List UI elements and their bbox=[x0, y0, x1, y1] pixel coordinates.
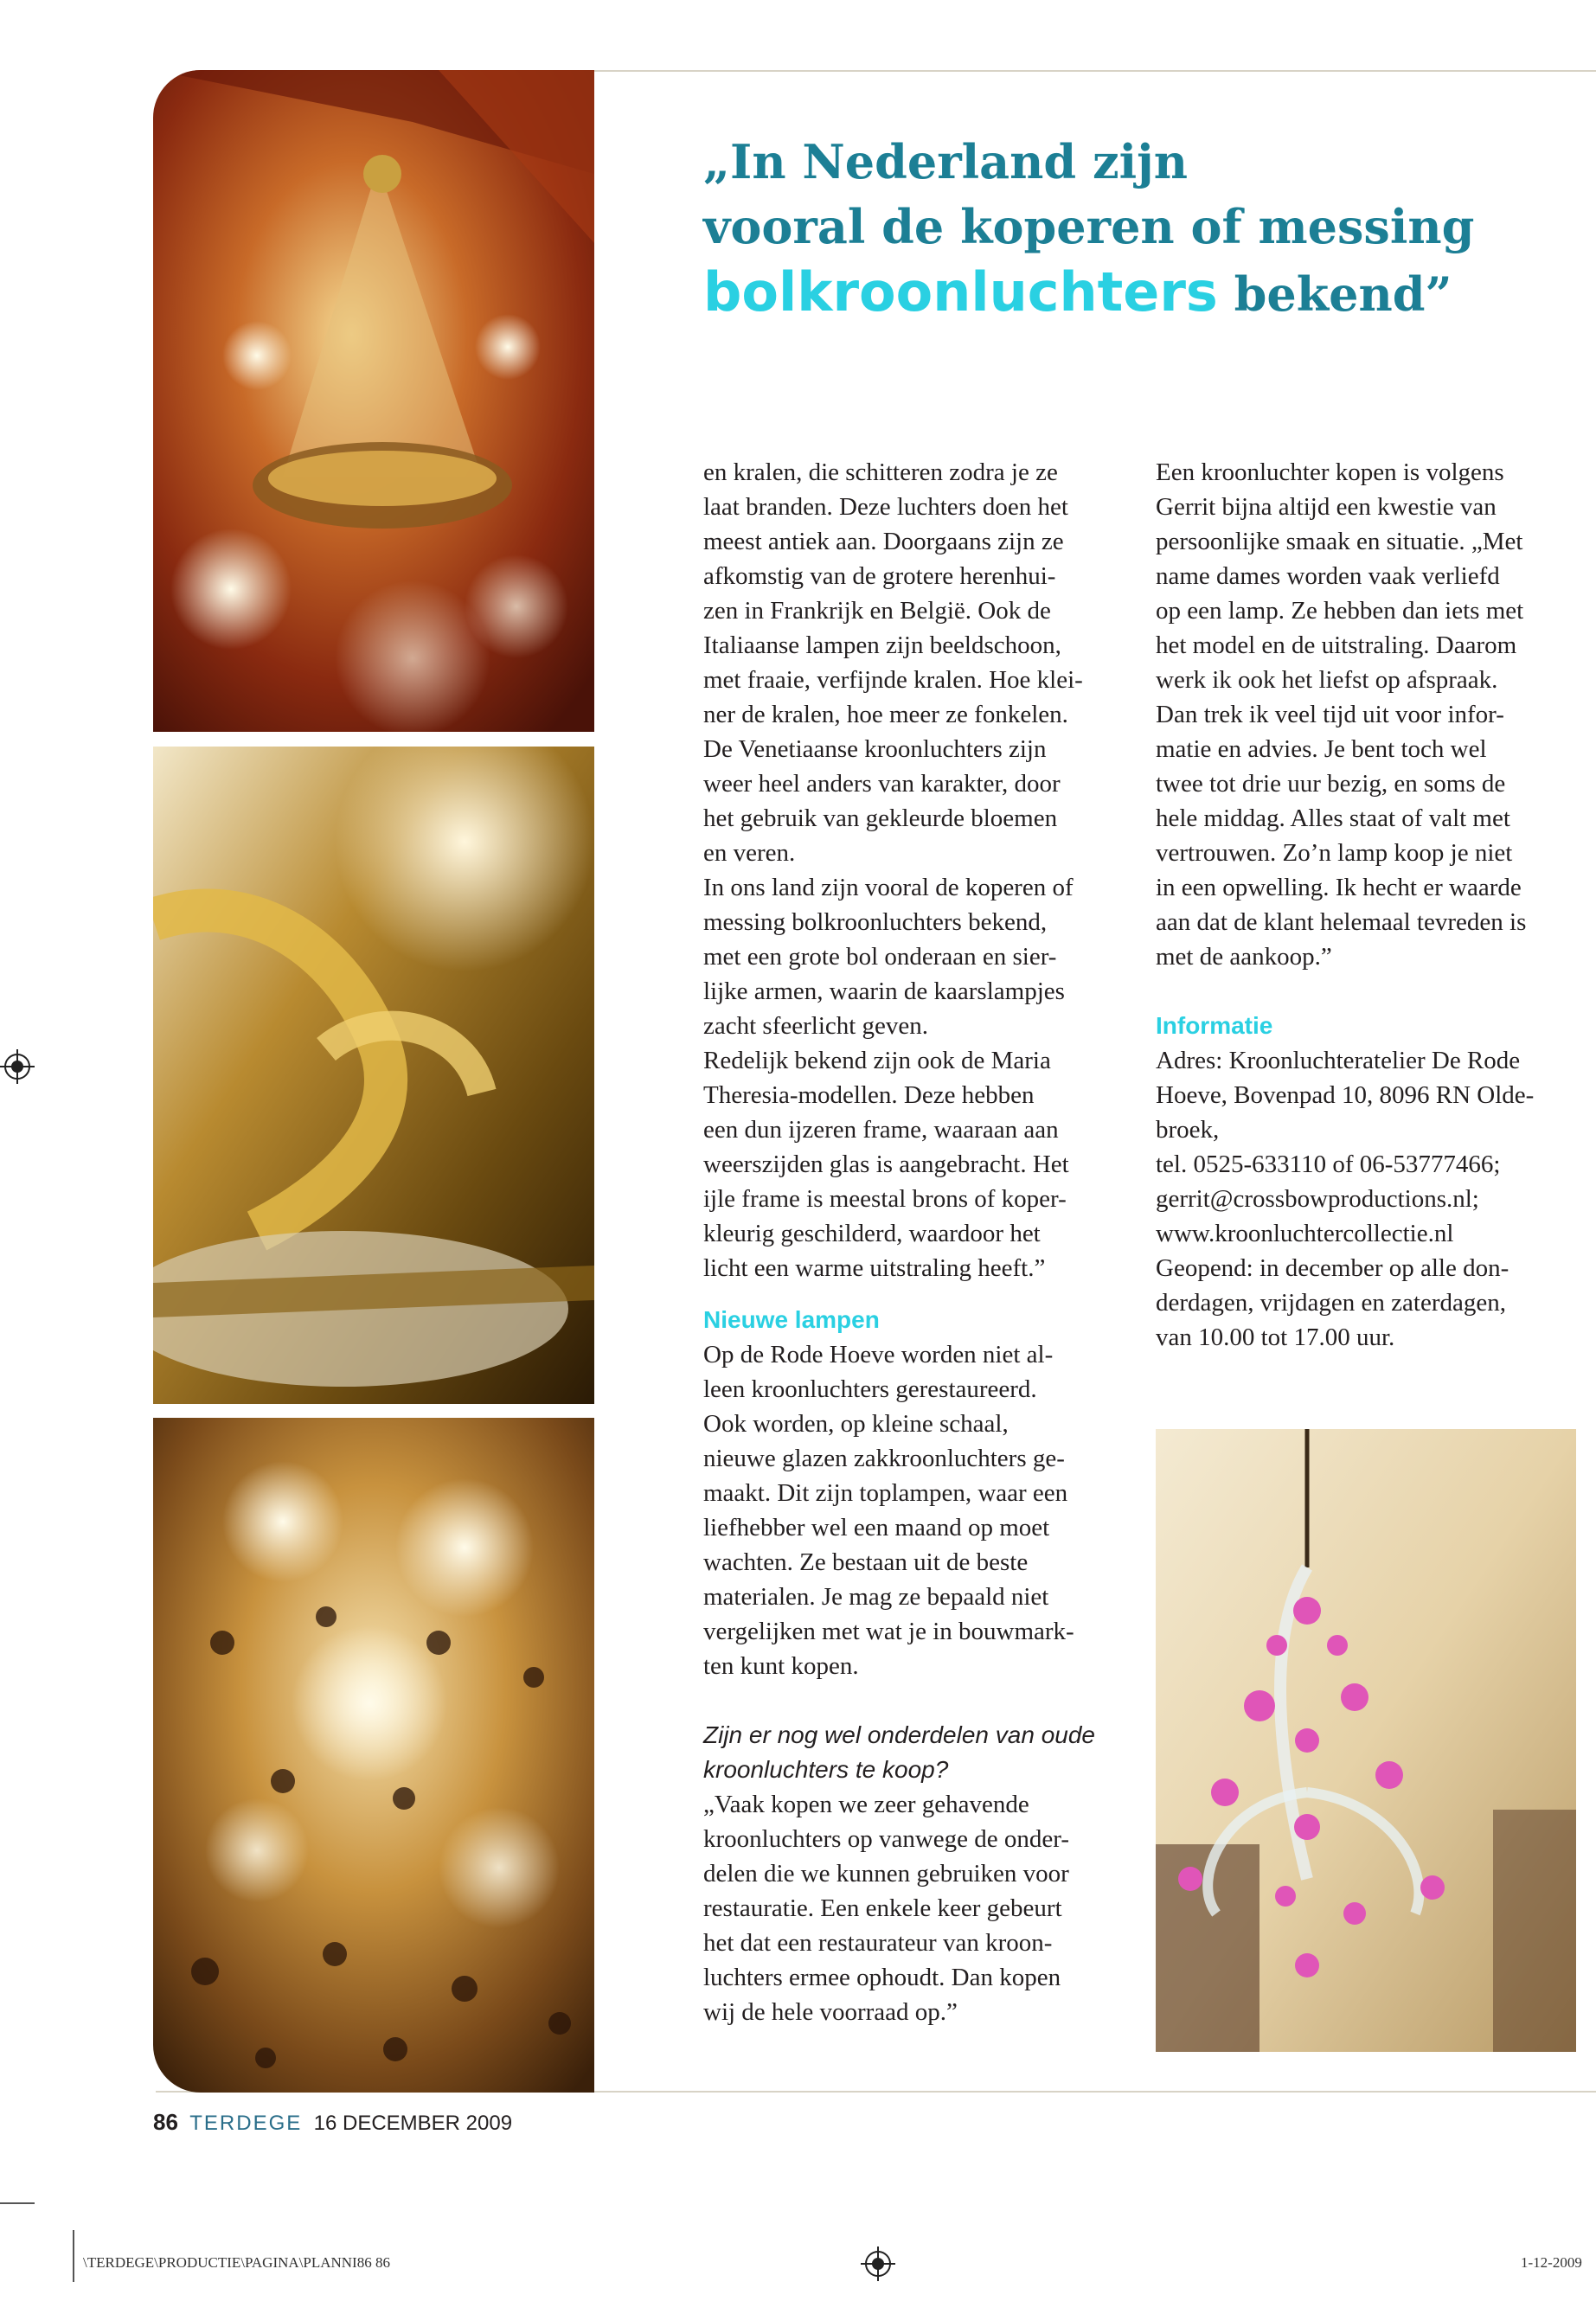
print-slug-date: 1-12-2009 bbox=[1521, 2254, 1582, 2271]
text-line: meest antiek aan. Doorgaans zijn ze bbox=[703, 528, 1064, 555]
registration-mark-icon bbox=[861, 2247, 895, 2281]
text-line: van 10.00 tot 17.00 uur. bbox=[1156, 1324, 1395, 1351]
text-line: en veren. bbox=[703, 839, 796, 867]
magazine-name: TERDEGE bbox=[189, 2112, 303, 2135]
text-line: „Vaak kopen we zeer gehavende bbox=[703, 1791, 1029, 1818]
text-line: hele middag. Alles staat of valt met bbox=[1156, 804, 1510, 832]
article-column-1 bbox=[703, 455, 1136, 2029]
text-line: afkomstig van de grotere herenhui- bbox=[703, 562, 1056, 590]
crop-mark bbox=[0, 2202, 35, 2204]
crystal-chandelier-closeup-photo bbox=[153, 1418, 594, 2093]
text-line: weer heel anders van karakter, door bbox=[703, 770, 1061, 798]
text-line: wij de hele voorraad op.” bbox=[703, 1998, 958, 2026]
text-line: Ook worden, op kleine schaal, bbox=[703, 1410, 1009, 1438]
text-line: Adres: Kroonluchteratelier De Rode bbox=[1156, 1047, 1521, 1074]
text-line: Theresia-modellen. Deze hebben bbox=[703, 1081, 1035, 1109]
text-line: licht een warme uitstraling heeft.” bbox=[703, 1254, 1046, 1282]
text-line: In ons land zijn vooral de koperen of bbox=[703, 874, 1074, 901]
text-line: Geopend: in december op alle don- bbox=[1156, 1254, 1509, 1282]
text-line: met een grote bol onderaan en sier- bbox=[703, 943, 1057, 971]
text-line: matie en advies. Je bent toch wel bbox=[1156, 735, 1487, 763]
text-line: met fraaie, verfijnde kralen. Hoe klei- bbox=[703, 666, 1083, 694]
text-line: Dan trek ik veel tijd uit voor infor- bbox=[1156, 701, 1504, 728]
pink-venetian-chandelier-photo bbox=[1156, 1429, 1576, 2052]
interview-question bbox=[703, 1718, 1136, 1787]
text-line: vertrouwen. Zo’n lamp koop je niet bbox=[1156, 839, 1513, 867]
text-line: persoonlijke smaak en situatie. „Met bbox=[1156, 528, 1523, 555]
text-line: delen die we kunnen gebruiken voor bbox=[703, 1860, 1069, 1888]
text-line: Een kroonluchter kopen is volgens bbox=[1156, 458, 1504, 486]
text-line: het model en de uitstraling. Daarom bbox=[1156, 631, 1517, 659]
text-line: het dat een restaurateur van kroon- bbox=[703, 1929, 1053, 1957]
photo-gap bbox=[153, 732, 594, 747]
text-line: liefhebber wel een maand op moet bbox=[703, 1514, 1050, 1541]
text-line: aan dat de klant helemaal tevreden is bbox=[1156, 908, 1527, 936]
spacer bbox=[1156, 974, 1588, 1009]
spacer bbox=[703, 1683, 1136, 1718]
text-line: leen kroonluchters gerestaureerd. bbox=[703, 1375, 1037, 1403]
text-line: een dun ijzeren frame, waaraan aan bbox=[703, 1116, 1059, 1144]
text-line: maakt. Dit zijn toplampen, waar een bbox=[703, 1479, 1068, 1507]
info-block bbox=[1156, 1043, 1588, 1355]
print-slug-path: \TERDEGE\PRODUCTIE\PAGINA\PLANNI86 86 bbox=[83, 2254, 390, 2271]
text-line: in een opwelling. Ik hecht er waarde bbox=[1156, 874, 1522, 901]
gold-crystal-chandelier-photo bbox=[153, 70, 594, 732]
headline-line-3 bbox=[703, 260, 1568, 327]
headline-line-2: vooral de koperen of messing bbox=[703, 199, 1475, 254]
registration-mark-icon bbox=[0, 1049, 35, 1084]
text-line: Zijn er nog wel onderdelen van oude bbox=[703, 1721, 1095, 1748]
photo-strip bbox=[153, 70, 594, 2093]
text-line: nieuwe glazen zakkroonluchters ge- bbox=[703, 1445, 1065, 1472]
text-line: Italiaanse lampen zijn beeldschoon, bbox=[703, 631, 1061, 659]
headline-accent: bolkroonluchters bbox=[703, 260, 1218, 324]
text-line: werk ik ook het liefst op afspraak. bbox=[1156, 666, 1498, 694]
text-line: laat branden. Deze luchters doen het bbox=[703, 493, 1068, 521]
text-line: twee tot drie uur bezig, en soms de bbox=[1156, 770, 1506, 798]
text-line: op een lamp. Ze hebben dan iets met bbox=[1156, 597, 1524, 625]
text-line: ten kunt kopen. bbox=[703, 1652, 859, 1680]
paragraph bbox=[703, 870, 1136, 1043]
text-line: www.kroonluchtercollectie.nl bbox=[1156, 1220, 1454, 1247]
text-line: restauratie. Een enkele keer gebeurt bbox=[703, 1894, 1062, 1922]
spacer bbox=[703, 1285, 1136, 1303]
headline-line-1: „In Nederland zijn bbox=[703, 134, 1188, 189]
text-line: kroonluchters te koop? bbox=[703, 1756, 949, 1783]
paragraph bbox=[1156, 455, 1588, 974]
text-line: broek, bbox=[1156, 1116, 1220, 1144]
text-line: weerszijden glas is aangebracht. Het bbox=[703, 1150, 1069, 1178]
text-line: kleurig geschilderd, waardoor het bbox=[703, 1220, 1041, 1247]
text-line: name dames worden vaak verliefd bbox=[1156, 562, 1500, 590]
text-line: De Venetiaanse kroonluchters zijn bbox=[703, 735, 1047, 763]
text-line: zen in Frankrijk en België. Ook de bbox=[703, 597, 1051, 625]
text-line: het gebruik van gekleurde bloemen bbox=[703, 804, 1058, 832]
text-line: wachten. Ze bestaan uit de beste bbox=[703, 1548, 1029, 1576]
brass-chandelier-detail-photo bbox=[153, 747, 594, 1404]
crop-mark bbox=[73, 2230, 74, 2282]
text-line: Gerrit bijna altijd een kwestie van bbox=[1156, 493, 1497, 521]
text-line: vergelijken met wat je in bouwmark- bbox=[703, 1618, 1074, 1645]
page-folio bbox=[153, 2109, 512, 2136]
text-line: ijle frame is meestal brons of koper- bbox=[703, 1185, 1067, 1213]
text-line: ner de kralen, hoe meer ze fonkelen. bbox=[703, 701, 1068, 728]
text-line: kroonluchters op vanwege de onder- bbox=[703, 1825, 1069, 1853]
text-line: messing bolkroonluchters bekend, bbox=[703, 908, 1048, 936]
text-line: gerrit@crossbowproductions.nl; bbox=[1156, 1185, 1479, 1213]
text-line: derdagen, vrijdagen en zaterdagen, bbox=[1156, 1289, 1506, 1317]
text-line: lijke armen, waarin de kaarslampjes bbox=[703, 977, 1065, 1005]
article-column-2 bbox=[1156, 455, 1588, 1355]
text-line: Hoeve, Bovenpad 10, 8096 RN Olde- bbox=[1156, 1081, 1535, 1109]
paragraph bbox=[703, 455, 1136, 870]
photo-gap bbox=[153, 1404, 594, 1418]
interview-answer bbox=[703, 1787, 1136, 2029]
text-line: luchters ermee ophoudt. Dan kopen bbox=[703, 1964, 1061, 1991]
headline bbox=[703, 130, 1568, 327]
issue-date: 16 DECEMBER 2009 bbox=[313, 2112, 513, 2135]
text-line: Redelijk bekend zijn ook de Maria bbox=[703, 1047, 1051, 1074]
text-line: tel. 0525-633110 of 06-53777466; bbox=[1156, 1150, 1501, 1178]
page-number: 86 bbox=[153, 2109, 178, 2135]
text-line: met de aankoop.” bbox=[1156, 943, 1332, 971]
text-line: en kralen, die schitteren zodra je ze bbox=[703, 458, 1058, 486]
subhead-informatie: Informatie bbox=[1156, 1012, 1273, 1039]
text-line: Op de Rode Hoeve worden niet al- bbox=[703, 1341, 1054, 1368]
paragraph bbox=[703, 1337, 1136, 1683]
paragraph bbox=[703, 1043, 1136, 1285]
headline-end: bekend” bbox=[1217, 266, 1452, 322]
text-line: zacht sfeerlicht geven. bbox=[703, 1012, 929, 1040]
text-line: materialen. Je mag ze bepaald niet bbox=[703, 1583, 1049, 1611]
subhead-nieuwe-lampen: Nieuwe lampen bbox=[703, 1306, 880, 1333]
